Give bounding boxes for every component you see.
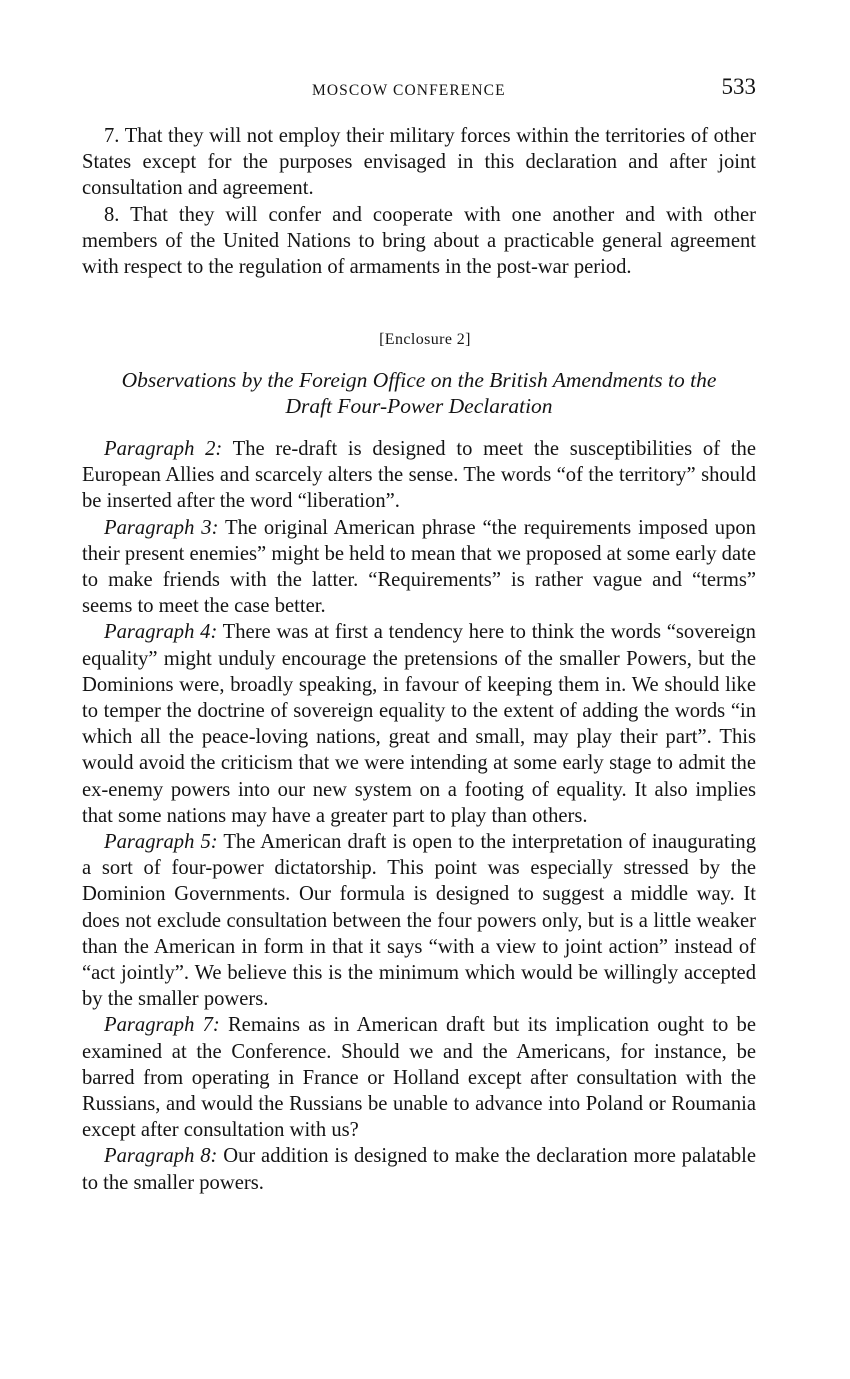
declaration-points <box>82 123 756 280</box>
point-7: 7. That they will not employ their military forces within the territories of other States except for the purposes envisaged in this declaration and after joint consultation and agreement. <box>82 125 756 200</box>
paragraph-5-observation <box>82 829 756 1012</box>
point-8: 8. That they will confer and cooperate with one another and with other members of the United Nations to bring about a practicable general agreement with respect to the regulation of armaments in the post-war period. <box>82 203 756 279</box>
paragraph-text: The original American phrase “the requirements imposed upon their present enemies” might be held to mean that we proposed at some early date to make friends with the latter. “Requirements” is rather vague and “terms” seems to meet the case better. <box>82 516 756 618</box>
paragraph-label: Paragraph 4: <box>104 621 218 644</box>
page-number: 533 <box>721 74 756 99</box>
paragraph-text: Our addition is designed to make the declaration more palatable to the smaller powers. <box>82 1145 756 1194</box>
paragraph-8-observation <box>82 1143 756 1195</box>
document-title-line-2: Draft Four-Power Declaration <box>285 394 553 418</box>
paragraph-7-observation <box>82 1012 756 1143</box>
paragraph-3-observation <box>82 515 756 620</box>
paragraph-label: Paragraph 8: <box>104 1145 218 1168</box>
paragraph-text: Remains as in American draft but its implication ought to be examined at the Conference. Should we and the Americans, for instance, be barred from operating in France or Holland except after consultation with the Russians, and would the Russians be unable to advance into Poland or Roumania except after consultation with us? <box>82 1014 756 1142</box>
paragraph-label: Paragraph 7: <box>104 1014 220 1037</box>
paragraph-text: The American draft is open to the interpretation of inaugurating a sort of four-power dictatorship. This point was especially stressed by the Dominion Governments. Our formula is designed to suggest a middle way. It does not exclude consultation between the four powers only, but is a little weaker than the American in form in that it says “with a view to joint action” instead of “act jointly”. We believe this is the minimum which would be willingly accepted by the smaller powers. <box>82 831 756 1011</box>
paragraph-2-observation <box>82 436 756 515</box>
paragraph-text: There was at first a tendency here to think the words “sovereign equality” might unduly encourage the pretensions of the smaller Powers, but the Dominions were, broadly speaking, in favour of keeping them in. We should like to temper the doctrine of sovereign equality to the extent of adding the words “in which all the peace-loving nations, great and small, may play their part”. This would avoid the criticism that we were intending at some early stage to admit the ex-enemy powers into our new system on a footing of equality. It also implies that some nations may have a greater part to play than others. <box>82 621 756 827</box>
document-title-line-1: Observations by the Foreign Office on the British Amendments to the <box>121 368 717 392</box>
paragraph-label: Paragraph 5: <box>104 831 218 854</box>
paragraph-label: Paragraph 2: <box>104 438 223 460</box>
paragraph-4-observation <box>82 619 756 829</box>
observations-body <box>82 436 756 1196</box>
running-title: MOSCOW CONFERENCE <box>312 82 506 99</box>
paragraph-text: The re-draft is designed to meet the susceptibilities of the European Allies and scarcely alters the sense. The words “of the territory” should be inserted after the word “liberation”. <box>82 438 756 513</box>
enclosure-label: [Enclosure 2] <box>379 331 471 348</box>
document-title <box>82 367 756 419</box>
paragraph-label: Paragraph 3: <box>104 516 219 539</box>
